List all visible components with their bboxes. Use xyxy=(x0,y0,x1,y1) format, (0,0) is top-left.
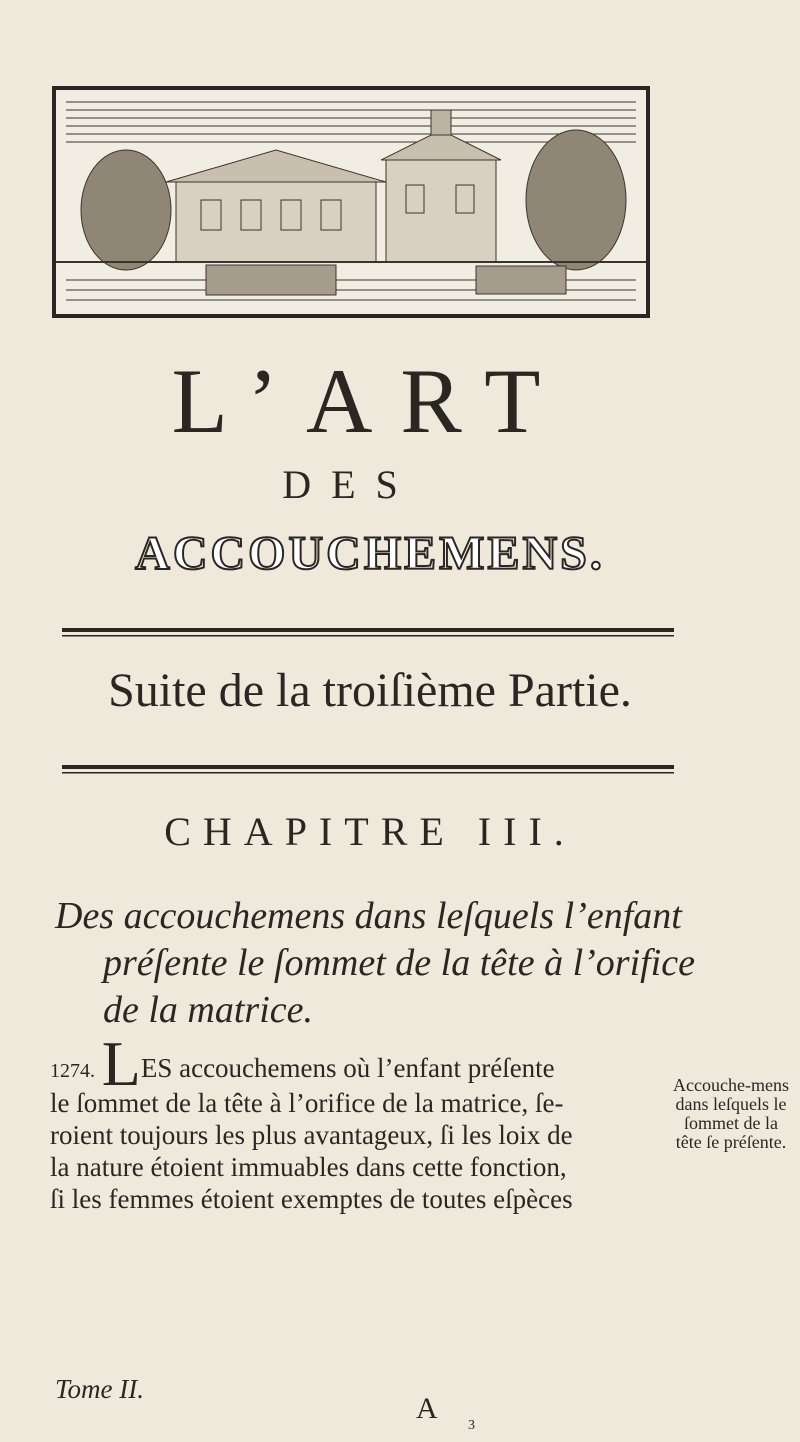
paragraph-line-first xyxy=(50,1028,670,1099)
chapter-subtitle xyxy=(55,893,695,1034)
subtitle-line: préſente le ſommet de la tête à l’orifice xyxy=(103,942,695,984)
signature-mark: A xyxy=(416,1392,438,1425)
paragraph-line: roient toujours les plus avantageux, ſi les loix de xyxy=(50,1120,573,1150)
vignette-illustration xyxy=(56,90,646,314)
paragraph-line: la nature étoient immuables dans cette fonction, xyxy=(50,1152,567,1182)
paragraph-line: le ſommet de la tête à l’orifice de la matrice, ſe- xyxy=(50,1088,564,1118)
title-accouchemens: ACCOUCHEMENS. xyxy=(135,527,605,580)
paragraph-line: ſi les femmes étoient exemptes de toutes eſpèces xyxy=(50,1184,573,1214)
chapter-heading: CHAPITRE III. xyxy=(164,809,576,854)
page-mark: 3 xyxy=(468,1418,475,1433)
drop-cap: L xyxy=(101,1028,141,1099)
paragraph-number: 1274. xyxy=(50,1060,95,1082)
engraved-vignette xyxy=(52,86,650,318)
body-paragraph xyxy=(50,1028,670,1215)
double-rule-bottom xyxy=(62,765,674,775)
title-art: L’ART xyxy=(171,350,569,452)
subtitle-line: Des accouchemens dans leſquels l’enfant xyxy=(55,895,682,937)
subtitle-line: de la matrice. xyxy=(103,989,314,1031)
double-rule-top xyxy=(62,628,674,638)
part-subtitle: Suite de la troiſième Partie. xyxy=(108,664,632,717)
paragraph-line: ES accouchemens où l’enfant préſente xyxy=(140,1053,555,1083)
title-des: DES xyxy=(282,462,418,507)
margin-note: Accouche-mens dans leſquels le ſommet de la tête ſe préſente. xyxy=(673,1075,789,1152)
tome-label: Tome II. xyxy=(55,1374,145,1404)
